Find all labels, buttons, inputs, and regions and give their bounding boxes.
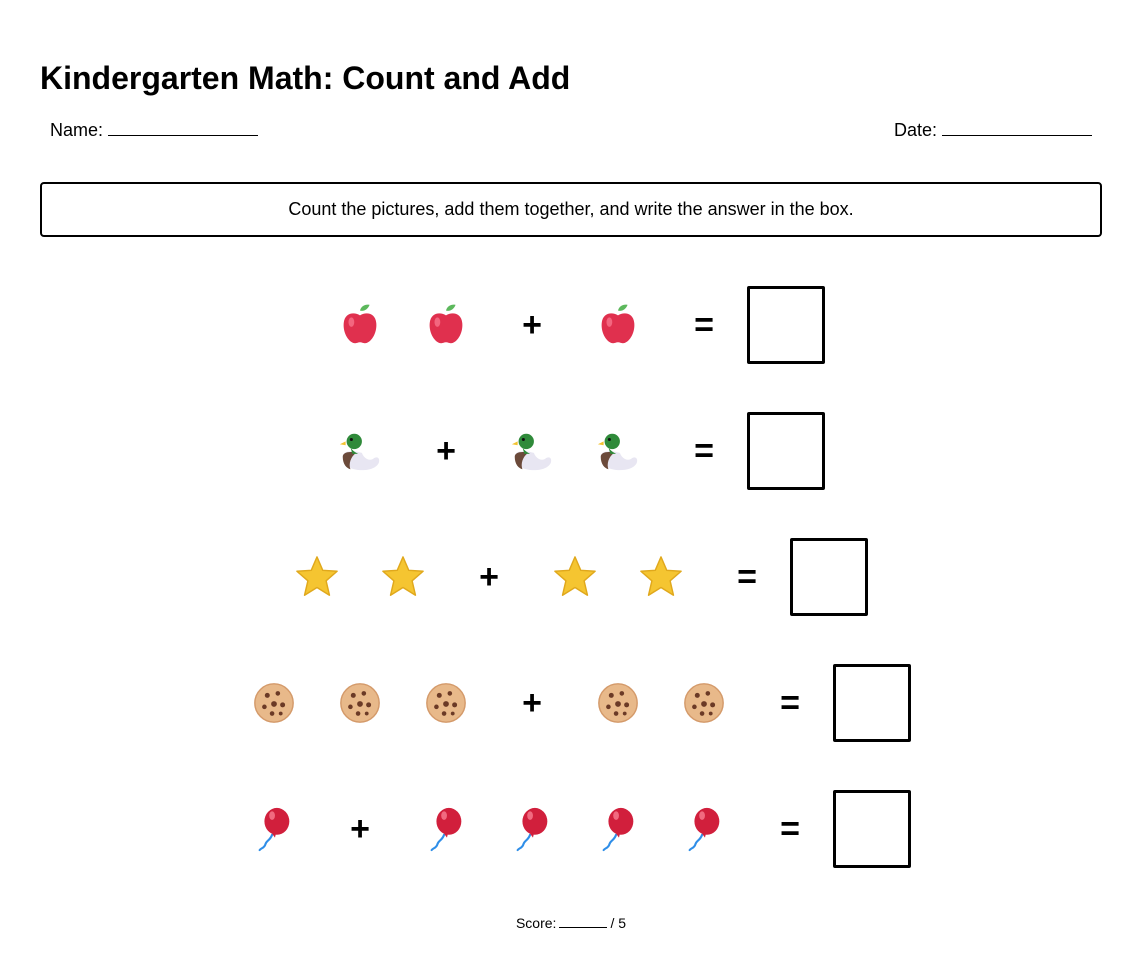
balloon-icon [231,791,317,867]
instructions-box [40,182,1102,237]
plus-sign-slot [489,665,575,741]
plus-sign: + [436,432,456,470]
apple-icon [317,287,403,363]
equals-sign: = [780,810,800,848]
date-line[interactable] [942,121,1092,136]
equals-sign: = [694,306,714,344]
answer-box[interactable] [790,538,868,616]
plus-sign-slot [489,287,575,363]
balloon-icon [403,791,489,867]
plus-sign: + [479,558,499,596]
cookie-icon [231,665,317,741]
apple-icon [575,287,661,363]
duck-icon [489,413,575,489]
plus-sign-slot [317,791,403,867]
instructions-text: Count the pictures, add them together, and write the answer in the box. [288,199,854,219]
balloon-icon [489,791,575,867]
plus-sign: + [522,684,542,722]
score-label: Score: [515,915,557,931]
problem-row [0,665,1142,741]
equals-sign: = [694,432,714,470]
answer-box[interactable] [747,286,825,364]
plus-sign: + [350,810,370,848]
star-icon [618,539,704,615]
name-line[interactable] [108,121,258,136]
duck-icon [575,413,661,489]
equals-sign-slot [747,791,833,867]
answer-box[interactable] [833,790,911,868]
problem-row [0,539,1142,615]
answer-box[interactable] [833,664,911,742]
name-label: Name: [50,120,104,140]
plus-sign: + [522,306,542,344]
cookie-icon [575,665,661,741]
equals-sign-slot [661,413,747,489]
problem-row [0,287,1142,363]
problem-row [0,791,1142,867]
score-blank[interactable] [559,917,607,928]
plus-sign-slot [403,413,489,489]
score-total: / 5 [610,915,627,931]
problem-row [0,413,1142,489]
date-label: Date: [893,120,937,140]
equals-sign-slot [661,287,747,363]
star-icon [274,539,360,615]
star-icon [532,539,618,615]
apple-icon [403,287,489,363]
equals-sign-slot [704,539,790,615]
equals-sign-slot [747,665,833,741]
star-icon [360,539,446,615]
equals-sign: = [780,684,800,722]
name-field [50,118,258,142]
balloon-icon [661,791,747,867]
cookie-icon [317,665,403,741]
duck-icon [317,413,403,489]
cookie-icon [403,665,489,741]
date-field [894,118,1092,142]
plus-sign-slot [446,539,532,615]
equals-sign: = [737,558,757,596]
answer-box[interactable] [747,412,825,490]
balloon-icon [575,791,661,867]
cookie-icon [661,665,747,741]
page-title: Kindergarten Math: Count and Add [40,60,571,96]
score-line [0,915,1142,931]
